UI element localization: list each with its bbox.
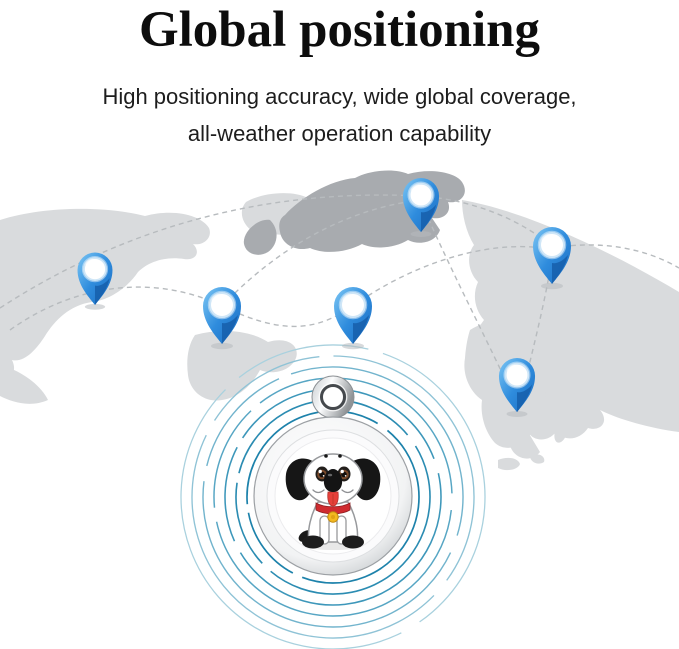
pendant-loop-icon bbox=[312, 376, 354, 418]
world-map-graphic bbox=[0, 160, 679, 649]
headline: Global positioning bbox=[138, 2, 541, 58]
continent-north-america bbox=[0, 209, 210, 379]
continent-europe bbox=[279, 171, 465, 252]
continent-central-america bbox=[0, 365, 48, 404]
tracker-pendant bbox=[254, 376, 412, 575]
subheadline-line1: High positioning accuracy, wide global coverage, bbox=[102, 84, 577, 109]
subheadline-line2: all-weather operation capability bbox=[187, 121, 492, 146]
location-pin-icon bbox=[334, 287, 372, 349]
